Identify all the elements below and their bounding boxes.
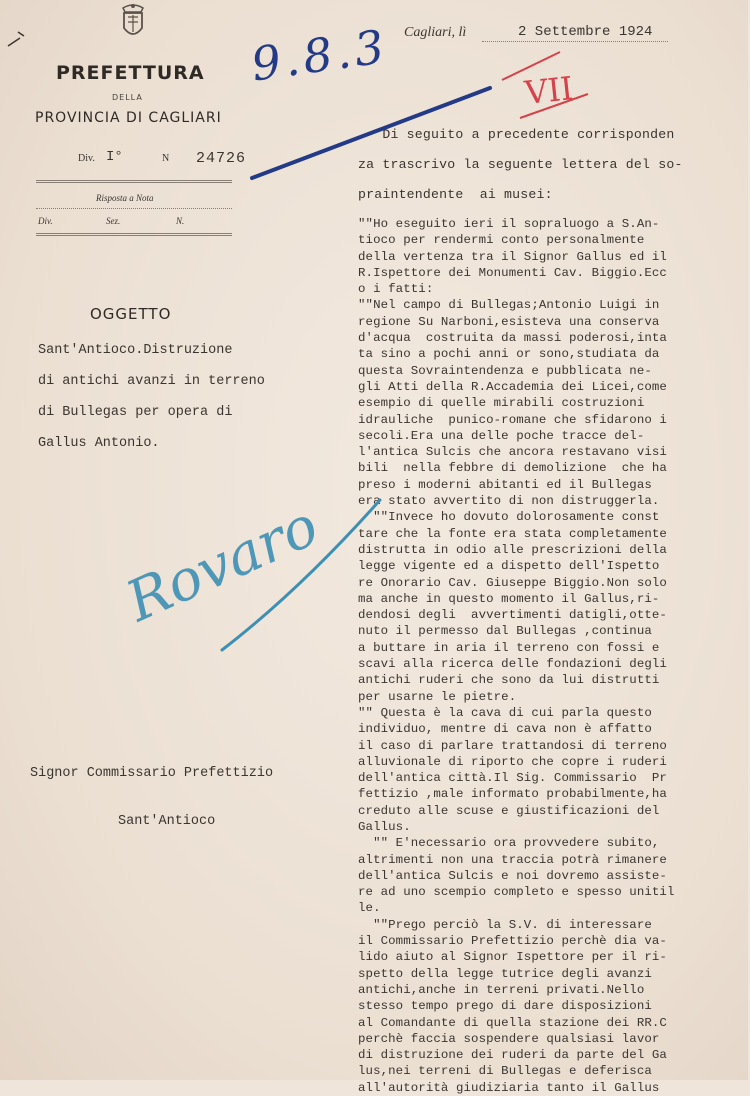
letter-line: stesso tempo prego di dare disposizioni (358, 999, 652, 1014)
subject-line: di Bullegas per opera di (38, 405, 233, 420)
date-line (482, 41, 668, 42)
red-numeral-annotation: VII (522, 69, 575, 112)
form-sez-label: Sez. (106, 216, 121, 226)
letter-line: "" E'necessario ora provvedere subito, (358, 836, 660, 851)
letter-line: scavi alla ricerca delle fondazioni degli (358, 657, 667, 672)
form-divider (36, 233, 232, 236)
letter-date: 2 Settembre 1924 (518, 24, 653, 40)
subject-line: di antichi avanzi in terreno (38, 374, 265, 389)
reply-dotted-line (36, 208, 232, 209)
red-pencil-underline (520, 94, 588, 118)
addressee-place: Sant'Antioco (118, 814, 216, 829)
letter-line: spetto della legge tutrice degli avanzi (358, 966, 652, 981)
letter-line: le. (358, 901, 381, 916)
letter-body (358, 216, 750, 1096)
subject-line: Sant'Antioco.Distruzione (38, 343, 233, 358)
letter-line: legge vigente ed a dispetto dell'Ispetto (358, 559, 660, 574)
lead-line: za trascrivo la seguente lettera del so- (358, 157, 683, 172)
place-label: Cagliari, lì (404, 25, 467, 40)
letter-line: re Onorario Cav. Giuseppe Biggio.Non solo (358, 575, 667, 590)
signature-underline-stroke (222, 500, 380, 650)
letter-line: esempio di quelle mirabili costruzioni (358, 396, 645, 411)
subject-text (38, 335, 328, 459)
form-n-label: N. (176, 216, 185, 226)
letter-line: secoli.Era una delle poche tracce del- (358, 428, 645, 443)
division-value: I° (106, 149, 123, 165)
letter-line: antichi ruderi che sono da lui distrutti (358, 673, 660, 688)
letter-line: il caso di parlare trattandosi di terreno (358, 738, 667, 753)
letter-line: al Comandante di quella stazione dei RR.C (358, 1015, 667, 1030)
letter-line: preso i moderni abitanti ed il Bullegas (358, 477, 652, 492)
office-title: PREFETTURA (56, 62, 205, 84)
letter-line: antichi,anche in terreni privati.Nello (358, 982, 645, 997)
office-della: DELLA (112, 93, 143, 102)
letter-line: re ad uno scempio completo e spesso unitil (358, 885, 675, 900)
letter-line: dendosi degli avvertimenti datigli,otte- (358, 608, 667, 623)
letter-line: distrutta in odio alle prescrizioni della (358, 542, 667, 557)
letter-line: tare che la fonte era stata completamente (358, 526, 667, 541)
number-label: N (162, 153, 170, 164)
coat-of-arms-icon (116, 2, 150, 44)
letter-line: alluvionale di riporto che copre i ruderi (358, 754, 667, 769)
lead-line: praintendente ai musei: (358, 187, 553, 202)
letter-line: fettizio ,male informato probabilmente,ha (358, 787, 667, 802)
letter-line: della vertenza tra il Signor Gallus ed il (358, 249, 667, 264)
header-divider (36, 180, 232, 183)
letter-line: all'autorità giudiziaria tanto il Gallus (358, 1080, 660, 1095)
letter-line: individuo, mentre di cava non è affatto (358, 722, 652, 737)
office-province: PROVINCIA DI CAGLIARI (35, 110, 222, 126)
archive-number-annotation: 9.8.3 (248, 18, 392, 92)
division-label: Div. (78, 153, 95, 164)
form-div-label: Div. (38, 216, 53, 226)
letter-line: lus,nei terreni di Bullegas e deferisca (358, 1064, 652, 1079)
letter-line: per usarne le pietre. (358, 689, 517, 704)
letter-line: questa Sovraintendenza e pubblicata ne- (358, 363, 652, 378)
letter-line: dell'antica Sulcis e noi dovremo assiste- (358, 868, 667, 883)
letter-line: ma anche in questo momento il Gallus,ri- (358, 591, 660, 606)
letter-line: creduto alle scuse e giustificazioni del (358, 803, 660, 818)
letter-line: R.Ispettore dei Monumenti Cav. Biggio.Ecc (358, 265, 667, 280)
letter-line: di distruzione dei ruderi da parte del Ga (358, 1048, 667, 1063)
letter-line: regione Su Narboni,esisteva una conserva (358, 314, 660, 329)
letter-line: gli Atti della R.Accademia dei Licei,come (358, 379, 667, 394)
letter-line: Gallus. (358, 819, 411, 834)
letter-line: dell'antica città.Il Sig. Commissario Pr (358, 771, 667, 786)
reply-to-label: Risposta a Nota (96, 193, 154, 203)
letter-line: il Commissario Prefettizio perchè dia va- (358, 934, 667, 949)
letter-line: nuto il permesso dal Bullegas ,continua (358, 624, 652, 639)
letter-line: bili nella febbre di demolizione che ha (358, 461, 667, 476)
subject-line: Gallus Antonio. (38, 436, 160, 451)
letter-line: o i fatti: (358, 282, 434, 297)
letter-line: lido aiuto al Signor Ispettore per il ri- (358, 950, 667, 965)
signature-annotation: Rovaro (117, 493, 328, 635)
subject-heading: OGGETTO (90, 305, 172, 323)
letter-line: perchè faccia sospendere qualsiasi lavor (358, 1031, 660, 1046)
letter-line: ""Nel campo di Bullegas;Antonio Luigi in (358, 298, 660, 313)
letter-line: d'acqua costruita da massi poderosi,inta (358, 331, 667, 346)
lead-line: Di seguito a precedente corrisponden (358, 127, 675, 142)
letter-line: ""Invece ho dovuto dolorosamente const (358, 510, 660, 525)
letter-line: "" Questa è la cava di cui parla questo (358, 705, 652, 720)
letter-line: altrimenti non una traccia potrà rimanere (358, 852, 667, 867)
letter-line: l'antica Sulcis che ancora restavano visi (358, 445, 667, 460)
letter-line: ""Prego perciò la S.V. di interessare (358, 917, 652, 932)
letter-line: ""Ho eseguito ieri il sopraluogo a S.An- (358, 217, 660, 231)
letter-line: ta sino a pochi anni or sono,studiata da (358, 347, 660, 362)
corner-ink-mark (8, 32, 24, 46)
protocol-number: 24726 (196, 150, 247, 167)
addressee-title: Signor Commissario Prefettizio (30, 766, 274, 781)
red-pencil-stroke (502, 52, 560, 80)
letter-lead (358, 120, 748, 210)
letter-line: idrauliche punico-romane che sfidarono i (358, 412, 667, 427)
letter-line: tioco per rendermi conto personalmente (358, 233, 645, 248)
letter-line: a buttare in aria il terreno con fossi e (358, 640, 660, 655)
letter-line: era stato avvertito di non distruggerla. (358, 494, 660, 509)
